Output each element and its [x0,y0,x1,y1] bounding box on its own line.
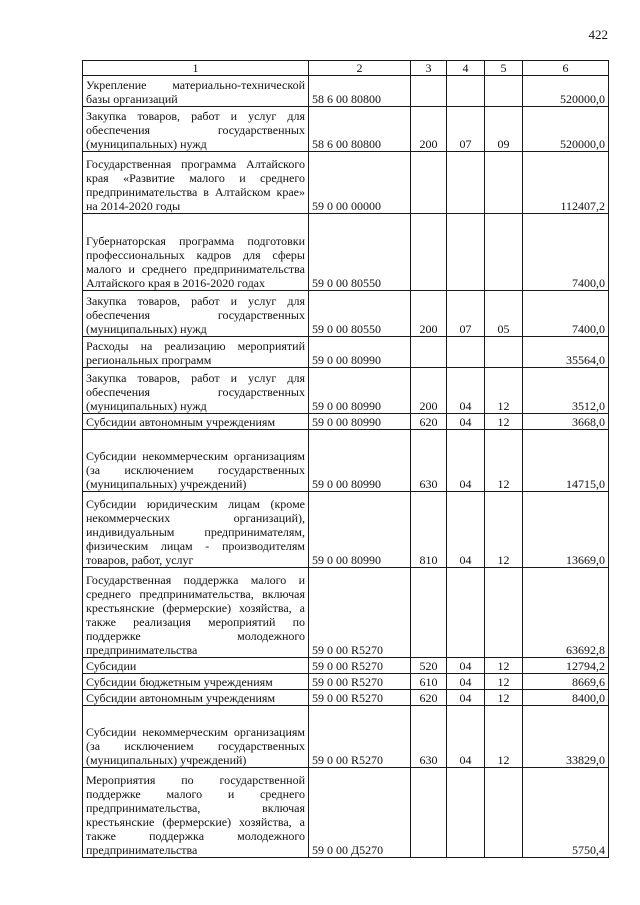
row-section: 04 [447,658,485,674]
row-code: 59 0 00 80550 [309,291,411,337]
row-code: 58 6 00 80800 [309,76,411,107]
row-name: Закупка товаров, работ и услуг для обеспечения государственных (муниципальных) нужд [83,291,309,337]
row-amount: 520000,0 [523,76,609,107]
row-name: Мероприятия по государственной поддержке малого и среднего предпринимательства, включая крестьянские (фермерские) хозяйства, а также поддержка молодежного предпринимательства [83,768,309,858]
table-row [83,152,609,214]
row-name: Закупка товаров, работ и услуг для обеспечения государственных (муниципальных) нужд [83,368,309,414]
column-header-2: 2 [309,61,411,76]
column-header-4: 4 [447,61,485,76]
table-row [83,674,609,690]
row-code: 59 0 00 80990 [309,337,411,368]
column-header-6: 6 [523,61,609,76]
table-row [83,658,609,674]
row-name: Государственная программа Алтайского края «Развитие малого и среднего предпринимательства в Алтайском крае» на 2014-2020 годы [83,152,309,214]
row-name: Губернаторская программа подготовки профессиональных кадров для сферы малого и среднего предпринимательства Алтайского края в 2016-2020 годах [83,214,309,291]
row-name: Укрепление материально-технической базы организаций [83,76,309,107]
row-amount: 14715,0 [523,430,609,492]
row-name: Субсидии некоммерческим организациям (за исключением государственных (муниципальных) учреждений) [83,430,309,492]
row-amount: 5750,4 [523,768,609,858]
row-amount: 63692,8 [523,568,609,658]
row-expense-type: 610 [411,674,447,690]
row-expense-type [411,337,447,368]
row-section: 07 [447,107,485,152]
row-name: Субсидии автономным учреждениям [83,690,309,706]
row-subsection [485,76,523,107]
row-subsection [485,568,523,658]
row-amount: 112407,2 [523,152,609,214]
row-section: 04 [447,492,485,568]
row-expense-type [411,214,447,291]
row-section [447,152,485,214]
row-subsection [485,152,523,214]
row-expense-type: 630 [411,430,447,492]
row-code: 59 0 00 R5270 [309,690,411,706]
row-expense-type: 200 [411,107,447,152]
table-row [83,368,609,414]
row-amount: 3512,0 [523,368,609,414]
table-row [83,414,609,430]
row-code: 59 0 00 R5270 [309,706,411,768]
row-amount: 7400,0 [523,291,609,337]
row-subsection: 12 [485,690,523,706]
row-code: 59 0 00 80990 [309,414,411,430]
row-section [447,214,485,291]
row-code: 59 0 00 R5270 [309,674,411,690]
row-expense-type [411,152,447,214]
row-section: 04 [447,674,485,690]
row-code: 59 0 00 80990 [309,492,411,568]
row-expense-type: 520 [411,658,447,674]
row-section [447,76,485,107]
table-row [83,492,609,568]
row-section [447,568,485,658]
row-code: 59 0 00 80990 [309,430,411,492]
row-name: Субсидии некоммерческим организациям (за исключением государственных (муниципальных) учреждений) [83,706,309,768]
table-row [83,107,609,152]
row-expense-type: 200 [411,291,447,337]
row-expense-type: 620 [411,414,447,430]
row-amount: 12794,2 [523,658,609,674]
row-amount: 8669,6 [523,674,609,690]
row-code: 59 0 00 00000 [309,152,411,214]
table-body [83,76,609,858]
table-row [83,568,609,658]
row-amount: 35564,0 [523,337,609,368]
budget-table [82,60,609,858]
row-expense-type: 620 [411,690,447,706]
row-amount: 33829,0 [523,706,609,768]
row-section: 04 [447,690,485,706]
table-row [83,430,609,492]
row-subsection [485,768,523,858]
row-section [447,768,485,858]
row-expense-type: 630 [411,706,447,768]
row-expense-type [411,568,447,658]
table-row [83,337,609,368]
table-row [83,690,609,706]
row-subsection [485,214,523,291]
column-header-3: 3 [411,61,447,76]
table-row [83,76,609,107]
row-code: 59 0 00 R5270 [309,568,411,658]
column-header-1: 1 [83,61,309,76]
row-section: 04 [447,430,485,492]
row-subsection: 12 [485,706,523,768]
table-row [83,214,609,291]
table-row [83,291,609,337]
page-number: 422 [588,27,608,42]
row-subsection: 12 [485,368,523,414]
row-section: 07 [447,291,485,337]
row-amount: 8400,0 [523,690,609,706]
table-row [83,768,609,858]
row-expense-type: 810 [411,492,447,568]
row-subsection: 09 [485,107,523,152]
column-header-5: 5 [485,61,523,76]
row-code: 59 0 00 80990 [309,368,411,414]
row-code: 58 6 00 80800 [309,107,411,152]
table-row [83,706,609,768]
row-code: 59 0 00 80550 [309,214,411,291]
row-section: 04 [447,706,485,768]
row-name: Закупка товаров, работ и услуг для обеспечения государственных (муниципальных) нужд [83,107,309,152]
row-code: 59 0 00 R5270 [309,658,411,674]
row-section [447,337,485,368]
row-expense-type [411,76,447,107]
row-name: Субсидии бюджетным учреждениям [83,674,309,690]
row-name: Расходы на реализацию мероприятий региональных программ [83,337,309,368]
row-subsection: 12 [485,492,523,568]
row-section: 04 [447,414,485,430]
row-subsection: 12 [485,658,523,674]
row-subsection: 05 [485,291,523,337]
row-name: Субсидии [83,658,309,674]
row-amount: 3668,0 [523,414,609,430]
row-amount: 7400,0 [523,214,609,291]
row-name: Государственная поддержка малого и среднего предпринимательства, включая крестьянские (фермерские) хозяйства, а также реализация мероприятий по поддержке молодежного предпринимательства [83,568,309,658]
row-subsection [485,337,523,368]
row-code: 59 0 00 Д5270 [309,768,411,858]
row-expense-type: 200 [411,368,447,414]
row-name: Субсидии автономным учреждениям [83,414,309,430]
row-section: 04 [447,368,485,414]
row-subsection: 12 [485,414,523,430]
row-amount: 520000,0 [523,107,609,152]
row-subsection: 12 [485,674,523,690]
row-subsection: 12 [485,430,523,492]
header-row [83,61,609,76]
row-amount: 13669,0 [523,492,609,568]
row-expense-type [411,768,447,858]
row-name: Субсидии юридическим лицам (кроме некоммерческих организаций), индивидуальным предпринимателям, физическим лицам - производителям товаров, работ, услуг [83,492,309,568]
